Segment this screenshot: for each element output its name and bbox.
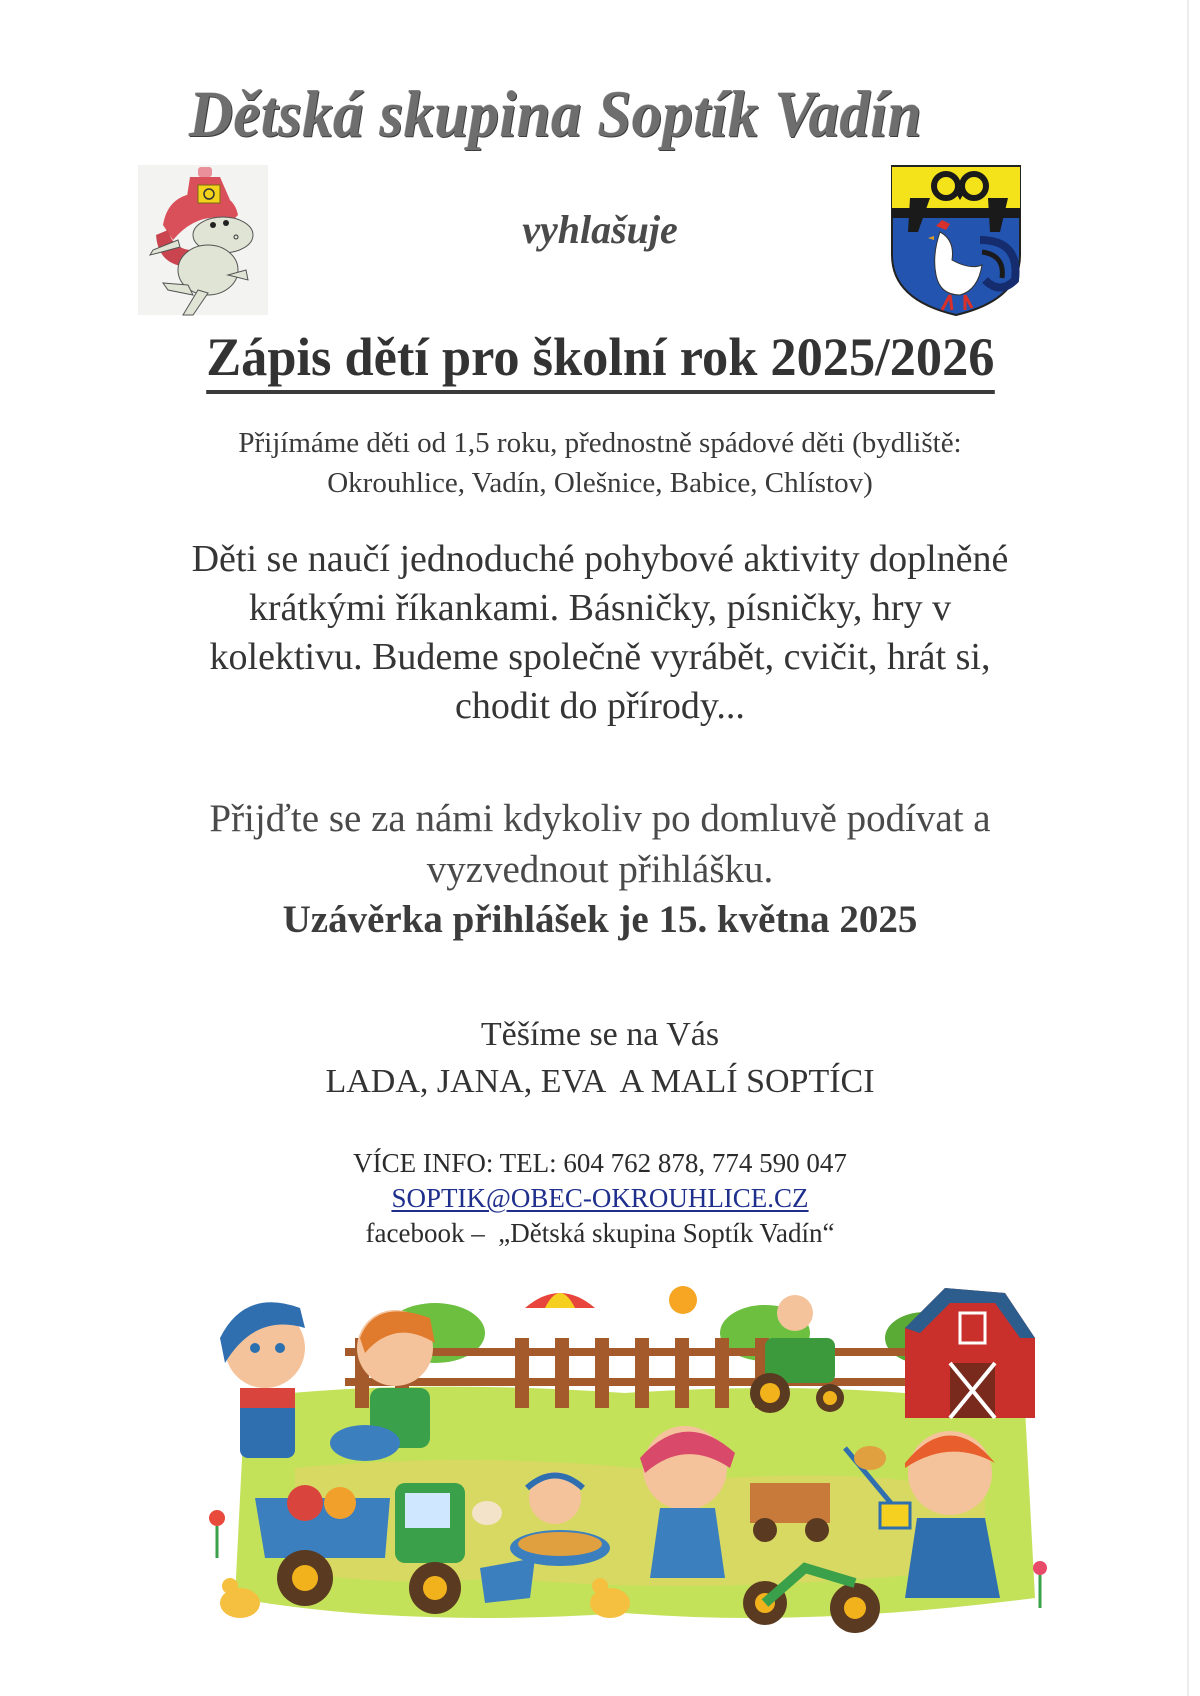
enrollment-heading	[0, 327, 1200, 394]
facebook-line: facebook – „Dětská skupina Soptík Vadín“	[365, 1218, 835, 1248]
org-title: Dětská skupina Soptík Vadín	[189, 78, 923, 151]
application-deadline: Uzávěrka přihlášek je 15. května 2025	[282, 898, 918, 941]
visit-paragraph	[0, 793, 1200, 895]
eligibility-line: Okrouhlice, Vadín, Olešnice, Babice, Chlístov)	[327, 467, 873, 499]
visit-line: vyzvednout přihlášku.	[426, 848, 774, 891]
signatories-line: LADA, JANA, EVA A MALÍ SOPTÍCI	[325, 1063, 875, 1100]
enrollment-heading-text: Zápis dětí pro školní rok 2025/2026	[206, 330, 994, 394]
activities-paragraph	[0, 535, 1200, 731]
greeting-line: Těšíme se na Vás	[480, 1016, 720, 1053]
greeting-block	[0, 1011, 1200, 1105]
announces-label: vyhlašuje	[522, 207, 678, 252]
phone-line: VÍCE INFO: TEL: 604 762 878, 774 590 047	[353, 1148, 847, 1178]
activities-line: Děti se naučí jednoduché pohybové aktivity doplněné	[191, 538, 1009, 580]
visit-line: Přijďte se za námi kdykoliv po domluvě podívat a	[209, 797, 991, 840]
activities-line: chodit do přírody...	[455, 685, 745, 727]
activities-line: krátkými říkankami. Básničky, písničky, hry v	[248, 587, 952, 629]
email-link[interactable]: SOPTIK@OBEC-OKROUHLICE.CZ	[391, 1183, 809, 1213]
village-coat-of-arms-icon	[870, 160, 1040, 320]
children-playing-on-farm-illustration	[205, 1268, 1055, 1638]
eligibility-paragraph	[0, 423, 1200, 503]
eligibility-line: Přijímáme děti od 1,5 roku, přednostně spádové děti (bydliště:	[238, 427, 962, 459]
activities-line: kolektivu. Budeme společně vyrábět, cvičit, hrát si,	[209, 636, 991, 678]
contact-block	[0, 1146, 1200, 1251]
